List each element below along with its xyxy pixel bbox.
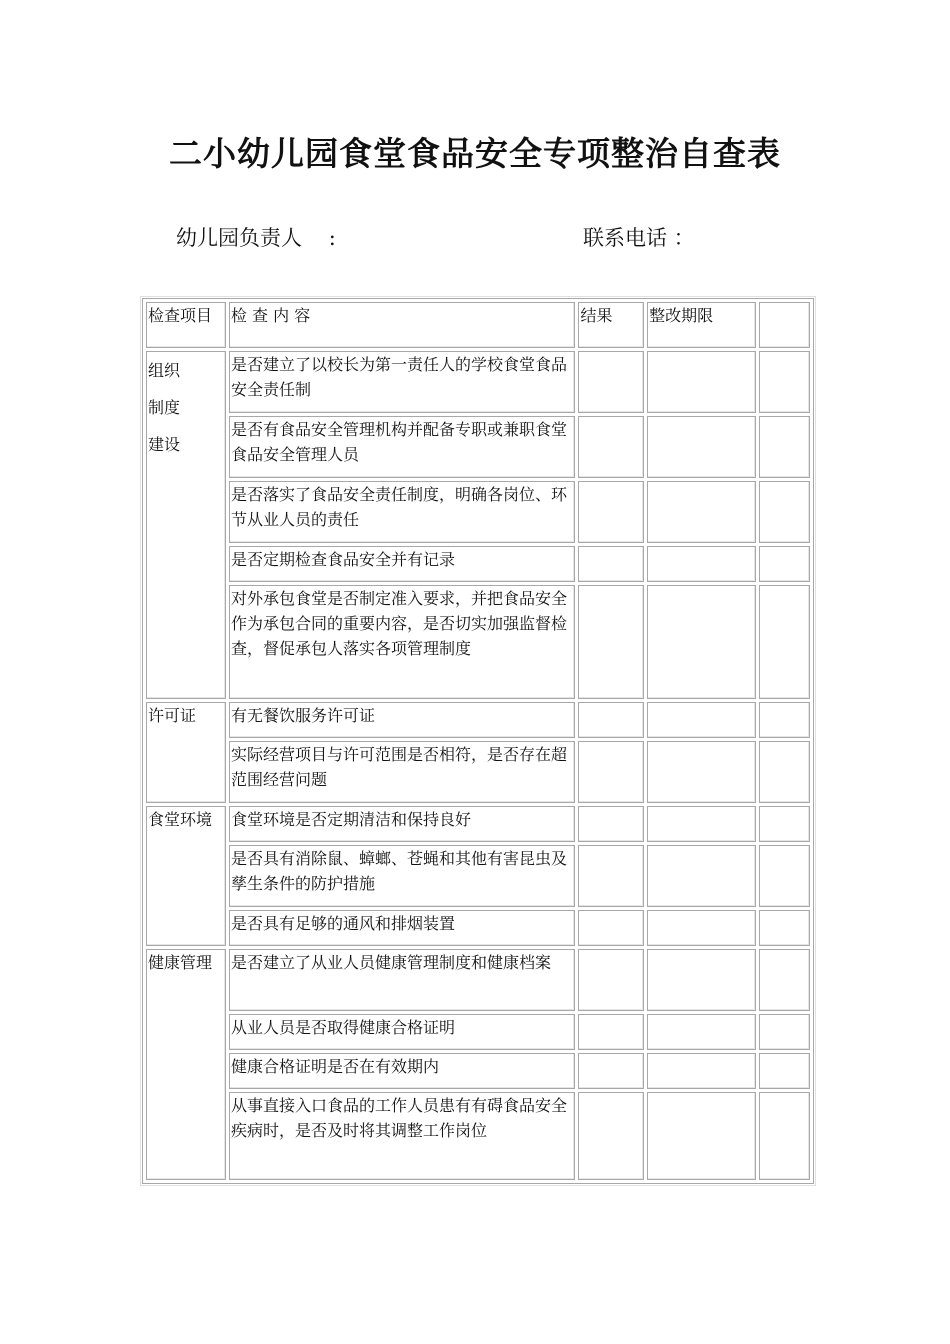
deadline-cell[interactable] <box>647 416 756 478</box>
check-content-cell: 是否建立了以校长为第一责任人的学校食堂食品安全责任制 <box>229 351 576 413</box>
result-cell[interactable] <box>578 481 644 543</box>
extra-cell[interactable] <box>759 1014 810 1050</box>
check-content-cell: 是否落实了食品安全责任制度，明确各岗位、环节从业人员的责任 <box>229 481 576 543</box>
table-row <box>146 585 810 699</box>
principal-label: 幼儿园负责人 : <box>176 226 336 250</box>
category-label: 食堂环境 <box>148 810 213 829</box>
deadline-cell[interactable] <box>647 546 756 582</box>
result-cell[interactable] <box>578 1092 644 1180</box>
document-title: 二小幼儿园食堂食品安全专项整治自查表 <box>169 134 781 173</box>
category-label: 健康管理 <box>148 953 213 972</box>
header-content: 检 查 内 容 <box>229 302 576 348</box>
extra-cell[interactable] <box>759 481 810 543</box>
result-cell[interactable] <box>578 546 644 582</box>
check-content-cell: 是否具有消除鼠、蟑螂、苍蝇和其他有害昆虫及孳生条件的防护措施 <box>229 845 576 907</box>
category-cell <box>146 702 226 803</box>
deadline-cell[interactable] <box>647 741 756 803</box>
header-row <box>146 302 810 348</box>
header-result: 结果 <box>578 302 644 348</box>
extra-cell[interactable] <box>759 845 810 907</box>
header-extra <box>759 302 810 348</box>
extra-cell[interactable] <box>759 741 810 803</box>
result-cell[interactable] <box>578 702 644 738</box>
extra-cell[interactable] <box>759 949 810 1011</box>
result-cell[interactable] <box>578 806 644 842</box>
result-cell[interactable] <box>578 1053 644 1089</box>
deadline-cell[interactable] <box>647 806 756 842</box>
check-content-cell: 有无餐饮服务许可证 <box>229 702 576 738</box>
check-content-cell: 是否建立了从业人员健康管理制度和健康档案 <box>229 949 576 1011</box>
extra-cell[interactable] <box>759 1053 810 1089</box>
deadline-cell[interactable] <box>647 702 756 738</box>
check-content-cell: 食堂环境是否定期清洁和保持良好 <box>229 806 576 842</box>
table-row <box>146 702 810 738</box>
check-content-cell: 从事直接入口食品的工作人员患有有碍食品安全疾病时，是否及时将其调整工作岗位 <box>229 1092 576 1180</box>
result-cell[interactable] <box>578 741 644 803</box>
check-content-cell: 是否有食品安全管理机构并配备专职或兼职食堂食品安全管理人员 <box>229 416 576 478</box>
extra-cell[interactable] <box>759 702 810 738</box>
check-content-cell: 实际经营项目与许可范围是否相符，是否存在超范围经营问题 <box>229 741 576 803</box>
extra-cell[interactable] <box>759 585 810 699</box>
check-content-cell: 从业人员是否取得健康合格证明 <box>229 1014 576 1050</box>
check-content-cell: 健康合格证明是否在有效期内 <box>229 1053 576 1089</box>
deadline-cell[interactable] <box>647 949 756 1011</box>
category-cell <box>146 949 226 1180</box>
result-cell[interactable] <box>578 416 644 478</box>
deadline-cell[interactable] <box>647 1014 756 1050</box>
table-row <box>146 949 810 1011</box>
table-row <box>146 845 810 907</box>
extra-cell[interactable] <box>759 1092 810 1180</box>
deadline-cell[interactable] <box>647 1092 756 1180</box>
table-row <box>146 806 810 842</box>
extra-cell[interactable] <box>759 910 810 946</box>
table-row <box>146 481 810 543</box>
table-row <box>146 1014 810 1050</box>
extra-cell[interactable] <box>759 416 810 478</box>
deadline-cell[interactable] <box>647 1053 756 1089</box>
table-row <box>146 1053 810 1089</box>
deadline-cell[interactable] <box>647 845 756 907</box>
check-content-cell: 是否定期检查食品安全并有记录 <box>229 546 576 582</box>
table-row <box>146 1092 810 1180</box>
inspection-table <box>142 298 814 1184</box>
deadline-cell[interactable] <box>647 910 756 946</box>
result-cell[interactable] <box>578 845 644 907</box>
extra-cell[interactable] <box>759 806 810 842</box>
extra-cell[interactable] <box>759 351 810 413</box>
table-row <box>146 416 810 478</box>
result-cell[interactable] <box>578 585 644 699</box>
extra-cell[interactable] <box>759 546 810 582</box>
category-label: 组织 制度 建设 <box>148 361 181 454</box>
category-label: 许可证 <box>148 706 197 725</box>
phone-label: 联系电话 ： <box>583 226 695 250</box>
table-row <box>146 351 810 413</box>
table-row <box>146 546 810 582</box>
table-row <box>146 910 810 946</box>
deadline-cell[interactable] <box>647 351 756 413</box>
category-cell <box>146 351 226 699</box>
deadline-cell[interactable] <box>647 585 756 699</box>
result-cell[interactable] <box>578 351 644 413</box>
header-item: 检查项目 <box>146 302 226 348</box>
category-cell <box>146 806 226 946</box>
header-deadline: 整改期限 <box>647 302 756 348</box>
result-cell[interactable] <box>578 1014 644 1050</box>
result-cell[interactable] <box>578 910 644 946</box>
table-row <box>146 741 810 803</box>
check-content-cell: 是否具有足够的通风和排烟装置 <box>229 910 576 946</box>
result-cell[interactable] <box>578 949 644 1011</box>
deadline-cell[interactable] <box>647 481 756 543</box>
check-content-cell: 对外承包食堂是否制定准入要求，并把食品安全作为承包合同的重要内容，是否切实加强监督检查，督促承包人落实各项管理制度 <box>229 585 576 699</box>
